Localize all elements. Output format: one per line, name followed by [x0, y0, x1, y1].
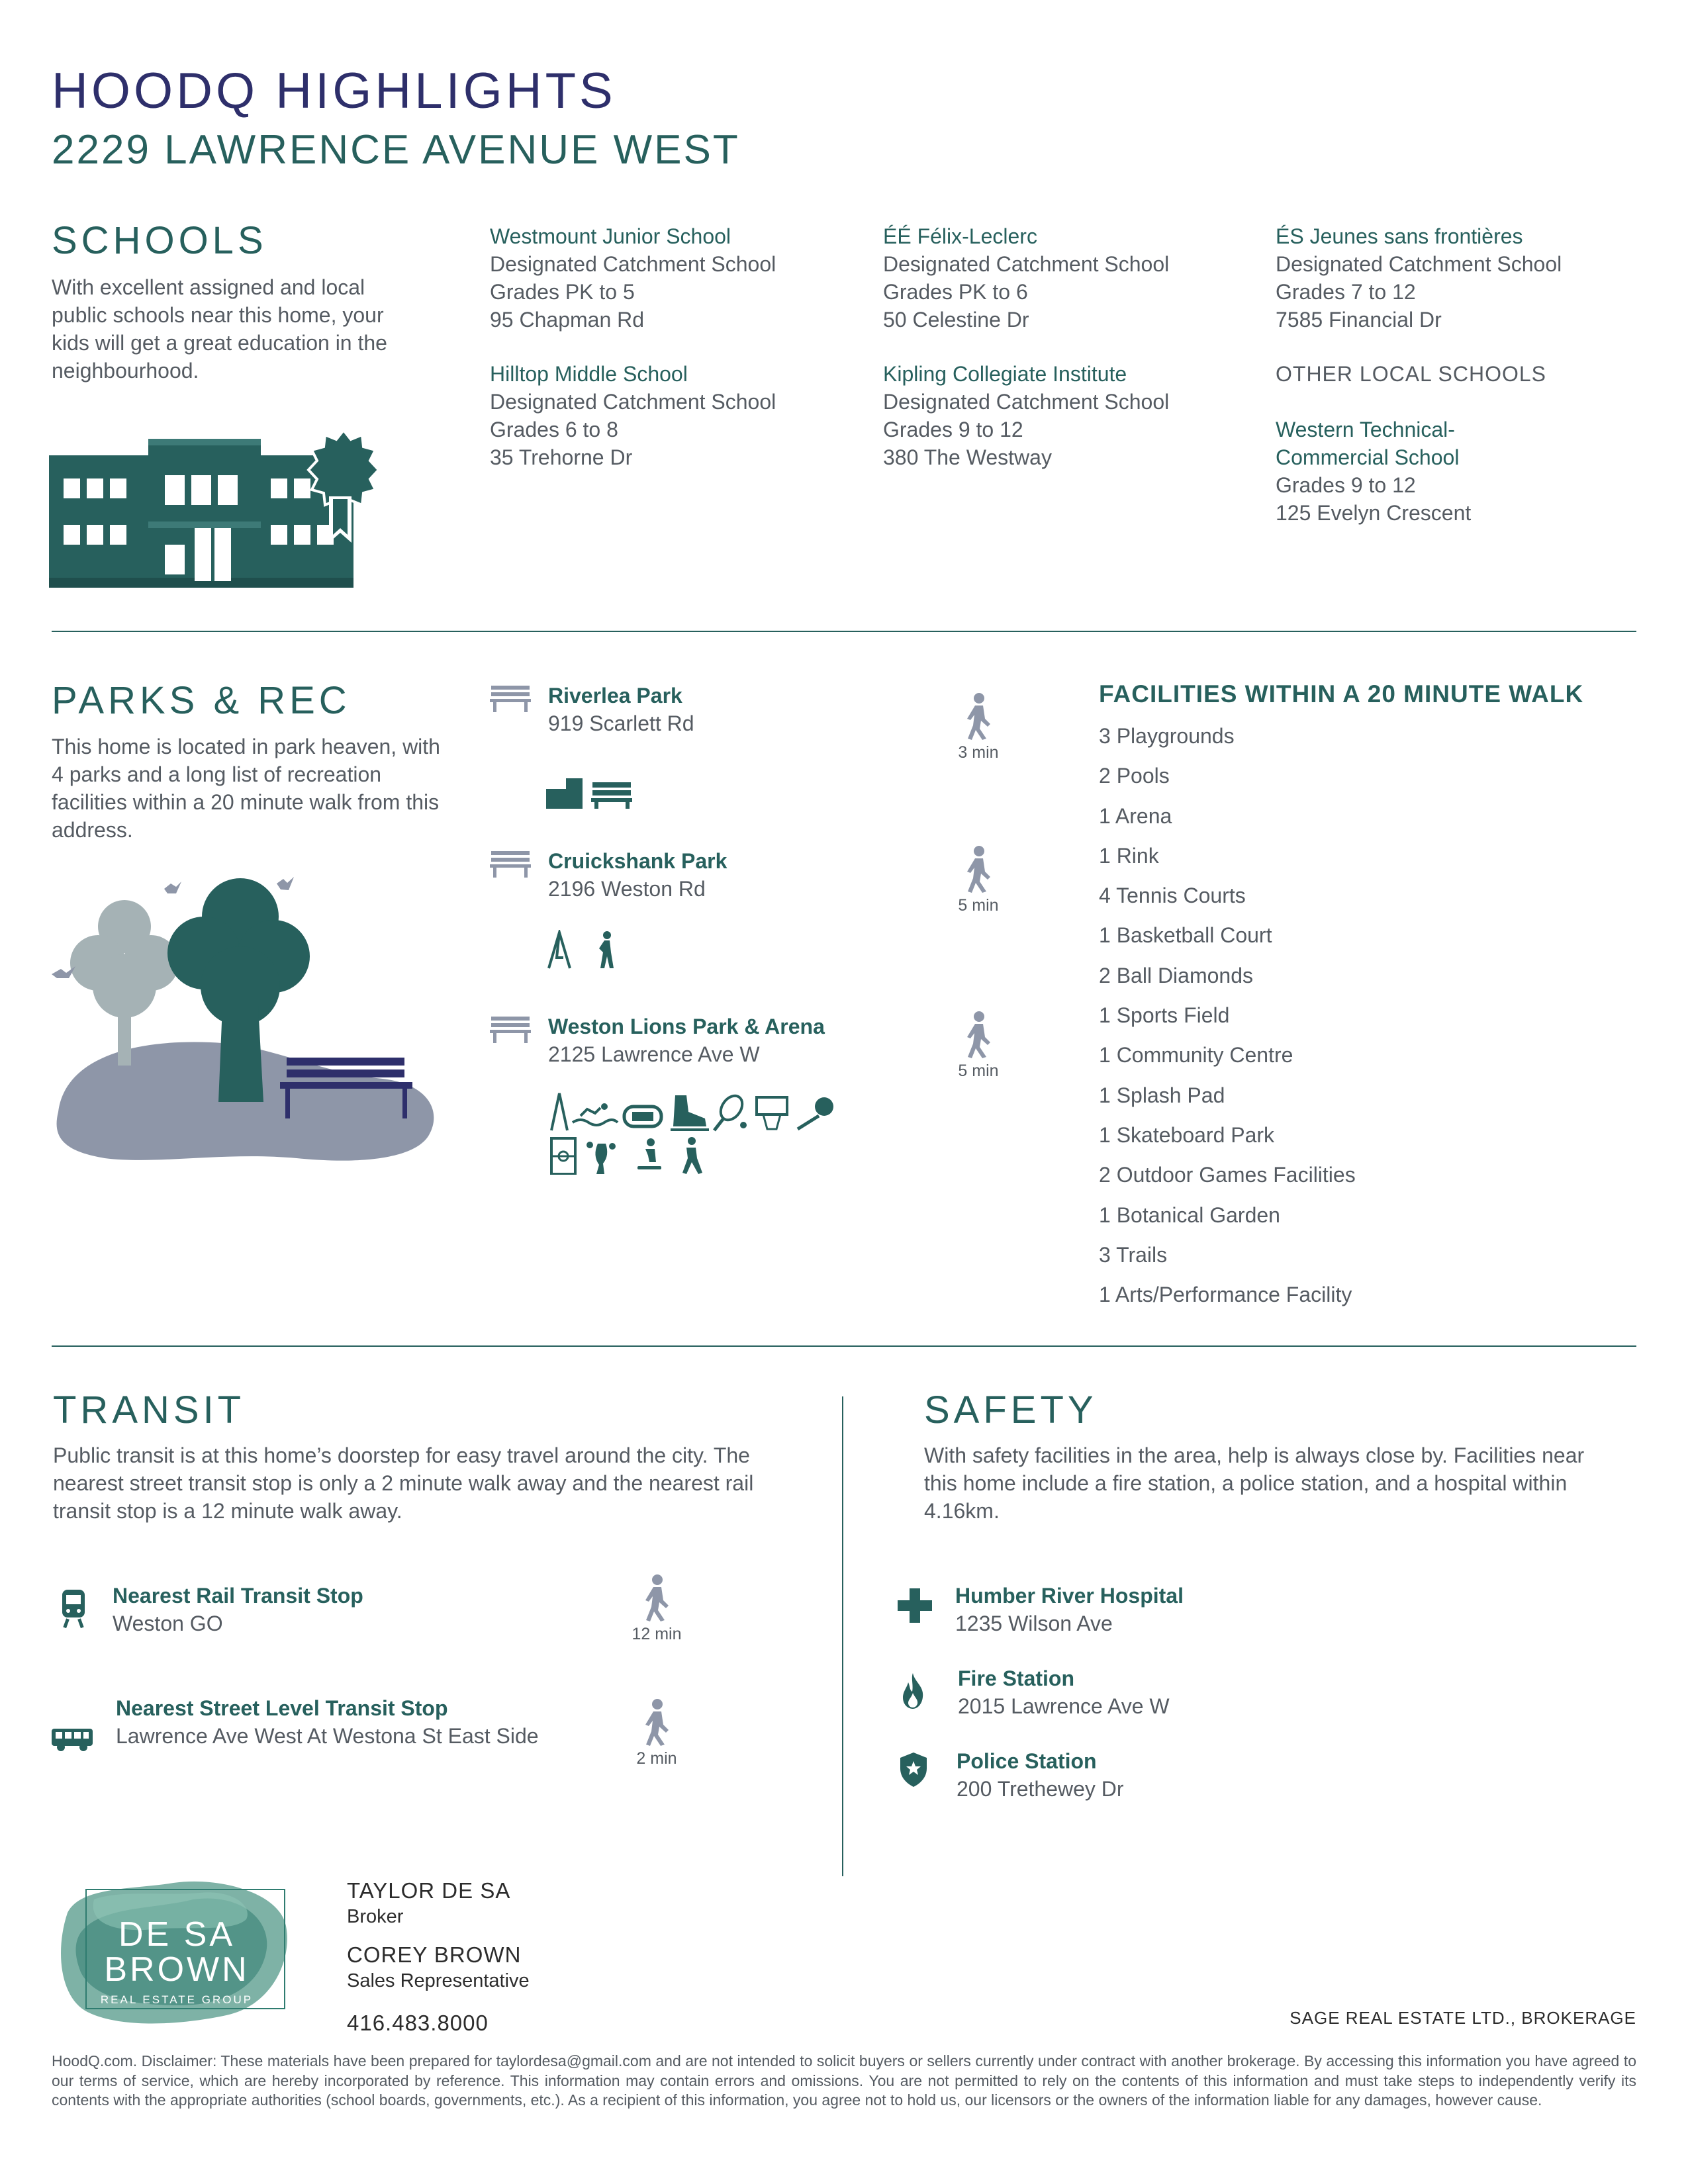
hospital-cross-icon [898, 1588, 932, 1623]
facility-item: 1 Splash Pad [1099, 1083, 1225, 1107]
hospital-address: 1235 Wilson Ave [955, 1612, 1113, 1635]
park-address: 2125 Lawrence Ave W [548, 1042, 760, 1066]
facility-item: 1 Community Centre [1099, 1043, 1293, 1068]
fire-station-address: 2015 Lawrence Ave W [958, 1694, 1170, 1718]
school-card [490, 222, 776, 334]
school-building-icon [49, 429, 380, 588]
park-address: 919 Scarlett Rd [548, 711, 694, 735]
page-title: HOODQ HIGHLIGHTS [52, 63, 616, 119]
schools-title: SCHOOLS [52, 219, 267, 262]
phone-number-link[interactable]: 416.483.8000 [347, 2011, 489, 2035]
train-icon [60, 1588, 87, 1628]
school-address: 35 Trehorne Dr [490, 445, 633, 469]
facility-item: 1 Rink [1099, 843, 1159, 868]
school-grades: Grades PK to 5 [490, 280, 635, 304]
walk-time [939, 845, 1018, 915]
bench-icon [490, 1015, 531, 1043]
school-type: Designated Catchment School [1276, 252, 1562, 276]
agent-role: Sales Representative [347, 1970, 530, 1991]
safety-description: With safety facilities in the area, help is always close by. Facilities near this home include a fire station, a police station, and a hospital within 4.16km. [924, 1443, 1585, 1523]
school-grades: Grades 7 to 12 [1276, 280, 1416, 304]
police-station-name: Police Station [957, 1749, 1097, 1773]
parks-title: PARKS & REC [52, 679, 351, 722]
page-address: 2229 LAWRENCE AVENUE WEST [52, 127, 740, 173]
facility-item: 2 Pools [1099, 764, 1170, 788]
school-name-link[interactable]: Commercial School [1276, 445, 1460, 469]
facility-item: 3 Playgrounds [1099, 724, 1235, 748]
bench-icon [490, 850, 531, 878]
community-centre-icon [546, 776, 632, 809]
agent-role: Broker [347, 1906, 404, 1927]
park-name-link[interactable]: Cruickshank Park [548, 849, 727, 873]
school-address: 95 Chapman Rd [490, 308, 645, 332]
walk-time [939, 692, 1018, 762]
school-card [490, 360, 776, 471]
school-grades: Grades 9 to 12 [1276, 473, 1416, 497]
fire-icon [902, 1673, 924, 1709]
park-facility-icons [546, 776, 632, 812]
walking-person-icon [617, 1574, 696, 1621]
facility-item: 1 Arena [1099, 803, 1172, 828]
police-station-item [957, 1747, 1124, 1803]
school-card [883, 222, 1169, 334]
walk-time-label: 2 min [636, 1749, 677, 1768]
facility-item: 4 Tennis Courts [1099, 884, 1246, 908]
school-address: 7585 Financial Dr [1276, 308, 1442, 332]
safety-title: SAFETY [924, 1388, 1098, 1432]
section-divider [52, 1345, 1636, 1347]
school-type: Designated Catchment School [883, 252, 1170, 276]
school-address: 50 Celestine Dr [883, 308, 1029, 332]
park-item [548, 682, 694, 737]
school-name-link[interactable]: Westmount Junior School [490, 224, 731, 248]
police-shield-icon [900, 1752, 927, 1787]
school-type: Designated Catchment School [490, 390, 776, 414]
brokerage-name: SAGE REAL ESTATE LTD., BROKERAGE [1289, 2008, 1636, 2028]
park-item [548, 847, 727, 903]
walk-time [617, 1698, 696, 1768]
school-name-link[interactable]: Western Technical- [1276, 418, 1455, 441]
park-scene-icon [52, 874, 442, 1185]
facility-item: 1 Basketball Court [1099, 923, 1272, 948]
school-name-link[interactable]: ÉÉ Félix-Leclerc [883, 224, 1037, 248]
park-item [548, 1013, 825, 1068]
police-station-address: 200 Trethewey Dr [957, 1777, 1124, 1801]
street-transit-stop [116, 1694, 539, 1750]
school-address: 380 The Westway [883, 445, 1052, 469]
school-name-link[interactable]: Hilltop Middle School [490, 362, 688, 386]
section-divider [52, 631, 1636, 632]
facility-item: 1 Arts/Performance Facility [1099, 1283, 1352, 1307]
transit-title: TRANSIT [53, 1388, 246, 1432]
walking-person-icon [617, 1698, 696, 1746]
rail-transit-stop [113, 1582, 363, 1637]
fire-station-item [958, 1664, 1170, 1720]
walking-person-icon [939, 692, 1018, 740]
schools-description: With excellent assigned and local public schools near this home, your kids will get a great education in the neighbourhood. [52, 275, 387, 383]
facility-item: 1 Botanical Garden [1099, 1203, 1280, 1227]
walking-person-icon [939, 1011, 1018, 1058]
company-logo [54, 1873, 299, 2032]
facility-item: 3 Trails [1099, 1242, 1168, 1267]
disclaimer-text: HoodQ.com. Disclaimer: These materials have been prepared for taylordesa@gmail.com and are not intended to solicit buyers or sellers currently under contract with another brokerage. By accessing this information you have agreed to our terms of service, which are hereby incorporated by reference. This information may contain errors and omissions. You are not permitted to rely on the contents of this information and must take steps to independently verify its contents with the appropriate authorities (school boards, governments, etc.). As a recipient of this information, you agree not to hold us, our licensors or the owners of the information liable for any damages, however cause. [52, 2052, 1636, 2109]
facilities-title: FACILITIES WITHIN A 20 MINUTE WALK [1099, 680, 1584, 707]
logo-text-line1: DE SA [118, 1915, 236, 1954]
school-grades: Grades 9 to 12 [883, 418, 1023, 441]
facility-icons-row [546, 1092, 864, 1175]
agent-name: COREY BROWN [347, 1942, 522, 1967]
walk-time-label: 5 min [958, 896, 999, 915]
parks-description: This home is located in park heaven, with 4 parks and a long list of recreation facilities within a 20 minute walk from this address. [52, 735, 440, 842]
bench-icon [490, 684, 531, 712]
agent-contacts [347, 1878, 530, 2036]
hospital-item [955, 1582, 1184, 1637]
column-divider [842, 1396, 843, 1876]
park-name-link[interactable]: Riverlea Park [548, 684, 682, 707]
rail-transit-label: Nearest Rail Transit Stop [113, 1584, 363, 1608]
street-transit-label: Nearest Street Level Transit Stop [116, 1696, 448, 1720]
facilities-list [1099, 716, 1356, 1314]
school-name-link[interactable]: ÉS Jeunes sans frontières [1276, 224, 1523, 248]
transit-description: Public transit is at this home’s doorstep for easy travel around the city. The nearest street transit stop is only a 2 minute walk away and the nearest rail transit stop is a 12 minute walk away. [53, 1443, 754, 1523]
walking-person-icon [939, 845, 1018, 893]
logo-text-line2: BROWN [104, 1950, 250, 1989]
park-name-link[interactable]: Weston Lions Park & Arena [548, 1015, 825, 1038]
fire-station-name: Fire Station [958, 1666, 1075, 1690]
park-address: 2196 Weston Rd [548, 877, 706, 901]
school-card [883, 360, 1169, 471]
walk-time [939, 1011, 1018, 1081]
walk-time-label: 3 min [958, 743, 999, 762]
walk-time-label: 5 min [958, 1062, 999, 1080]
school-type: Designated Catchment School [883, 390, 1170, 414]
walk-time [617, 1574, 696, 1644]
school-card [1276, 222, 1562, 334]
other-schools [1276, 360, 1546, 527]
facility-item: 1 Sports Field [1099, 1003, 1230, 1028]
school-name-link[interactable]: Kipling Collegiate Institute [883, 362, 1127, 386]
playground-icon [546, 930, 619, 970]
rail-transit-value: Weston GO [113, 1612, 223, 1635]
facility-item: 1 Skateboard Park [1099, 1122, 1275, 1147]
school-type: Designated Catchment School [490, 252, 776, 276]
facility-item: 2 Ball Diamonds [1099, 963, 1253, 987]
bus-icon [52, 1727, 93, 1751]
school-address: 125 Evelyn Crescent [1276, 501, 1472, 525]
agent-name: TAYLOR DE SA [347, 1878, 511, 1903]
street-transit-value: Lawrence Ave West At Westona St East Side [116, 1724, 539, 1748]
school-grades: Grades PK to 6 [883, 280, 1028, 304]
school-grades: Grades 6 to 8 [490, 418, 618, 441]
logo-subtext: REAL ESTATE GROUP [100, 1993, 254, 2006]
facility-item: 2 Outdoor Games Facilities [1099, 1163, 1356, 1187]
other-schools-heading: OTHER LOCAL SCHOOLS [1276, 362, 1547, 386]
hospital-name: Humber River Hospital [955, 1584, 1184, 1608]
walk-time-label: 12 min [632, 1625, 682, 1643]
